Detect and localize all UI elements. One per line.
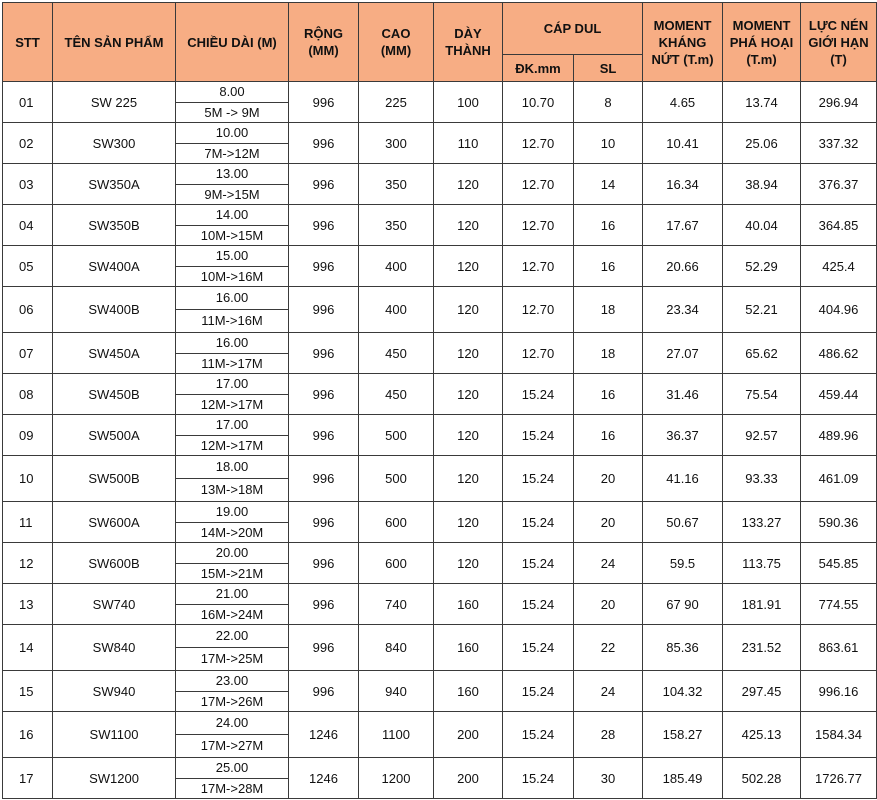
cell-failure-moment: 133.27 xyxy=(723,502,801,543)
cell-length: 15.00 xyxy=(176,246,289,267)
cell-cable-count: 20 xyxy=(574,502,643,543)
cell-limit-force: 1726.77 xyxy=(801,758,877,799)
cell-thickness: 120 xyxy=(434,456,503,502)
cell-height: 1200 xyxy=(359,758,434,799)
cell-height: 450 xyxy=(359,374,434,415)
cell-thickness: 200 xyxy=(434,712,503,758)
cell-limit-force: 364.85 xyxy=(801,205,877,246)
cell-thickness: 160 xyxy=(434,625,503,671)
table-body xyxy=(3,82,877,799)
cell-thickness: 110 xyxy=(434,123,503,164)
cell-length: 19.00 xyxy=(176,502,289,523)
cell-product-name: SW450B xyxy=(53,374,176,415)
cell-width: 996 xyxy=(289,456,359,502)
header-cable-count-label: SL xyxy=(599,60,617,76)
header-fail-line2: PHÁ HOẠI xyxy=(729,34,794,50)
cell-failure-moment: 181.91 xyxy=(723,584,801,625)
cell-cable-count: 28 xyxy=(574,712,643,758)
cell-length-range: 17M->25M xyxy=(176,648,289,671)
cell-length-range: 14M->20M xyxy=(176,523,289,543)
cell-crack-moment: 41.16 xyxy=(643,456,723,502)
table-row xyxy=(3,82,877,103)
cell-cable-count: 20 xyxy=(574,456,643,502)
cell-thickness: 100 xyxy=(434,82,503,123)
cell-cable-diameter: 15.24 xyxy=(503,671,574,712)
cell-limit-force: 404.96 xyxy=(801,287,877,333)
cell-limit-force: 774.55 xyxy=(801,584,877,625)
header-width-line2: (MM) xyxy=(308,43,339,58)
header-thickness xyxy=(434,3,503,82)
header-cable xyxy=(503,3,643,55)
cell-failure-moment: 40.04 xyxy=(723,205,801,246)
cell-crack-moment: 104.32 xyxy=(643,671,723,712)
cell-cable-diameter: 12.70 xyxy=(503,164,574,205)
cell-height: 350 xyxy=(359,205,434,246)
cell-product-name: SW600B xyxy=(53,543,176,584)
table-row xyxy=(3,333,877,354)
cell-product-name: SW350A xyxy=(53,164,176,205)
table-row xyxy=(3,415,877,436)
cell-failure-moment: 25.06 xyxy=(723,123,801,164)
cell-crack-moment: 158.27 xyxy=(643,712,723,758)
cell-height: 740 xyxy=(359,584,434,625)
cell-cable-diameter: 15.24 xyxy=(503,415,574,456)
cell-crack-moment: 50.67 xyxy=(643,502,723,543)
table-row xyxy=(3,543,877,564)
cell-failure-moment: 52.21 xyxy=(723,287,801,333)
cell-cable-diameter: 12.70 xyxy=(503,205,574,246)
cell-length: 8.00 xyxy=(176,82,289,103)
cell-height: 1100 xyxy=(359,712,434,758)
cell-width: 996 xyxy=(289,625,359,671)
cell-width: 996 xyxy=(289,82,359,123)
cell-cable-count: 22 xyxy=(574,625,643,671)
header-fail-line3: (T.m) xyxy=(746,51,777,67)
header-length-label: CHIỀU DÀI (M) xyxy=(187,34,277,50)
cell-height: 940 xyxy=(359,671,434,712)
cell-limit-force: 337.32 xyxy=(801,123,877,164)
cell-width: 996 xyxy=(289,502,359,543)
header-crack-line1: MOMENT xyxy=(653,17,712,33)
cell-failure-moment: 93.33 xyxy=(723,456,801,502)
cell-product-name: SW600A xyxy=(53,502,176,543)
cell-stt: 05 xyxy=(3,246,53,287)
cell-width: 996 xyxy=(289,205,359,246)
cell-crack-moment: 67 90 xyxy=(643,584,723,625)
cell-width: 996 xyxy=(289,584,359,625)
cell-product-name: SW740 xyxy=(53,584,176,625)
cell-cable-diameter: 15.24 xyxy=(503,625,574,671)
cell-crack-moment: 185.49 xyxy=(643,758,723,799)
cell-crack-moment: 17.67 xyxy=(643,205,723,246)
cell-stt: 08 xyxy=(3,374,53,415)
cell-thickness: 120 xyxy=(434,374,503,415)
cell-cable-count: 16 xyxy=(574,374,643,415)
header-cable-diameter-label: ĐK.mm xyxy=(515,60,561,76)
cell-width: 996 xyxy=(289,374,359,415)
cell-height: 600 xyxy=(359,502,434,543)
cell-stt: 10 xyxy=(3,456,53,502)
cell-stt: 12 xyxy=(3,543,53,584)
cell-length: 25.00 xyxy=(176,758,289,779)
cell-length: 18.00 xyxy=(176,456,289,479)
cell-limit-force: 486.62 xyxy=(801,333,877,374)
cell-thickness: 200 xyxy=(434,758,503,799)
cell-length-range: 9M->15M xyxy=(176,185,289,205)
cell-length: 24.00 xyxy=(176,712,289,735)
product-spec-table xyxy=(2,2,877,799)
cell-width: 1246 xyxy=(289,758,359,799)
cell-height: 350 xyxy=(359,164,434,205)
cell-height: 840 xyxy=(359,625,434,671)
header-failure-moment xyxy=(723,3,801,82)
cell-width: 996 xyxy=(289,671,359,712)
table-row xyxy=(3,205,877,226)
cell-cable-count: 20 xyxy=(574,584,643,625)
cell-width: 996 xyxy=(289,333,359,374)
cell-height: 300 xyxy=(359,123,434,164)
cell-failure-moment: 113.75 xyxy=(723,543,801,584)
cell-product-name: SW400B xyxy=(53,287,176,333)
cell-length: 13.00 xyxy=(176,164,289,185)
cell-height: 450 xyxy=(359,333,434,374)
cell-cable-count: 18 xyxy=(574,287,643,333)
cell-length-range: 17M->27M xyxy=(176,735,289,758)
table-row xyxy=(3,502,877,523)
cell-cable-diameter: 12.70 xyxy=(503,287,574,333)
cell-limit-force: 461.09 xyxy=(801,456,877,502)
cell-stt: 16 xyxy=(3,712,53,758)
cell-cable-count: 30 xyxy=(574,758,643,799)
cell-failure-moment: 231.52 xyxy=(723,625,801,671)
cell-cable-diameter: 15.24 xyxy=(503,502,574,543)
cell-failure-moment: 92.57 xyxy=(723,415,801,456)
cell-cable-diameter: 15.24 xyxy=(503,456,574,502)
cell-failure-moment: 52.29 xyxy=(723,246,801,287)
header-crack-line3: NỨT (T.m) xyxy=(651,51,714,67)
cell-width: 996 xyxy=(289,415,359,456)
cell-product-name: SW840 xyxy=(53,625,176,671)
cell-failure-moment: 425.13 xyxy=(723,712,801,758)
cell-product-name: SW350B xyxy=(53,205,176,246)
cell-limit-force: 863.61 xyxy=(801,625,877,671)
cell-failure-moment: 297.45 xyxy=(723,671,801,712)
cell-crack-moment: 23.34 xyxy=(643,287,723,333)
cell-product-name: SW940 xyxy=(53,671,176,712)
cell-product-name: SW 225 xyxy=(53,82,176,123)
cell-cable-diameter: 10.70 xyxy=(503,82,574,123)
cell-cable-diameter: 15.24 xyxy=(503,584,574,625)
cell-limit-force: 376.37 xyxy=(801,164,877,205)
cell-stt: 11 xyxy=(3,502,53,543)
cell-cable-count: 24 xyxy=(574,543,643,584)
cell-length-range: 15M->21M xyxy=(176,564,289,584)
cell-stt: 17 xyxy=(3,758,53,799)
cell-failure-moment: 502.28 xyxy=(723,758,801,799)
cell-length: 16.00 xyxy=(176,287,289,310)
cell-thickness: 120 xyxy=(434,205,503,246)
cell-failure-moment: 75.54 xyxy=(723,374,801,415)
table-header xyxy=(3,3,877,82)
header-length xyxy=(176,3,289,82)
cell-product-name: SW1200 xyxy=(53,758,176,799)
table-row xyxy=(3,712,877,735)
cell-crack-moment: 85.36 xyxy=(643,625,723,671)
cell-length-range: 13M->18M xyxy=(176,479,289,502)
cell-cable-diameter: 15.24 xyxy=(503,374,574,415)
header-product xyxy=(53,3,176,82)
cell-crack-moment: 10.41 xyxy=(643,123,723,164)
cell-length: 14.00 xyxy=(176,205,289,226)
header-height xyxy=(359,3,434,82)
cell-product-name: SW400A xyxy=(53,246,176,287)
cell-stt: 06 xyxy=(3,287,53,333)
cell-length: 22.00 xyxy=(176,625,289,648)
header-stt-label: STT xyxy=(15,34,40,50)
table-row xyxy=(3,164,877,185)
cell-cable-diameter: 12.70 xyxy=(503,123,574,164)
cell-failure-moment: 13.74 xyxy=(723,82,801,123)
cell-height: 500 xyxy=(359,456,434,502)
cell-length-range: 10M->16M xyxy=(176,267,289,287)
cell-length: 10.00 xyxy=(176,123,289,144)
table-row xyxy=(3,671,877,692)
cell-crack-moment: 16.34 xyxy=(643,164,723,205)
header-cable-label: CÁP DUL xyxy=(543,21,602,36)
cell-limit-force: 489.96 xyxy=(801,415,877,456)
cell-cable-count: 18 xyxy=(574,333,643,374)
header-limit-line2: GIỚI HẠN xyxy=(808,34,869,50)
cell-length: 21.00 xyxy=(176,584,289,605)
cell-thickness: 160 xyxy=(434,584,503,625)
header-thickness-line2: THÀNH xyxy=(445,43,491,58)
cell-cable-diameter: 15.24 xyxy=(503,712,574,758)
cell-product-name: SW450A xyxy=(53,333,176,374)
cell-cable-count: 16 xyxy=(574,246,643,287)
cell-stt: 02 xyxy=(3,123,53,164)
cell-stt: 15 xyxy=(3,671,53,712)
cell-length-range: 5M -> 9M xyxy=(176,103,289,123)
cell-height: 400 xyxy=(359,246,434,287)
header-height-line1: CAO xyxy=(381,26,411,41)
cell-length-range: 7M->12M xyxy=(176,144,289,164)
cell-crack-moment: 31.46 xyxy=(643,374,723,415)
cell-limit-force: 1584.34 xyxy=(801,712,877,758)
cell-length-range: 17M->26M xyxy=(176,692,289,712)
header-height-line2: (MM) xyxy=(380,43,412,58)
cell-length: 17.00 xyxy=(176,415,289,436)
cell-stt: 09 xyxy=(3,415,53,456)
cell-length-range: 17M->28M xyxy=(176,779,289,799)
cell-failure-moment: 38.94 xyxy=(723,164,801,205)
cell-stt: 07 xyxy=(3,333,53,374)
cell-thickness: 120 xyxy=(434,164,503,205)
cell-stt: 14 xyxy=(3,625,53,671)
cell-crack-moment: 59.5 xyxy=(643,543,723,584)
cell-failure-moment: 65.62 xyxy=(723,333,801,374)
cell-length-range: 12M->17M xyxy=(176,436,289,456)
cell-width: 996 xyxy=(289,287,359,333)
cell-thickness: 120 xyxy=(434,246,503,287)
table-row xyxy=(3,246,877,267)
table-row xyxy=(3,374,877,395)
cell-cable-count: 24 xyxy=(574,671,643,712)
table-row xyxy=(3,123,877,144)
cell-thickness: 120 xyxy=(434,543,503,584)
cell-length-range: 11M->17M xyxy=(176,354,289,374)
cell-crack-moment: 4.65 xyxy=(643,82,723,123)
cell-crack-moment: 36.37 xyxy=(643,415,723,456)
cell-length-range: 16M->24M xyxy=(176,605,289,625)
table-row xyxy=(3,456,877,479)
cell-cable-diameter: 15.24 xyxy=(503,758,574,799)
cell-stt: 03 xyxy=(3,164,53,205)
cell-stt: 13 xyxy=(3,584,53,625)
cell-thickness: 120 xyxy=(434,333,503,374)
cell-length-range: 11M->16M xyxy=(176,310,289,333)
header-fail-line1: MOMENT xyxy=(732,17,791,33)
header-limit-force xyxy=(801,3,877,82)
cell-crack-moment: 20.66 xyxy=(643,246,723,287)
cell-limit-force: 296.94 xyxy=(801,82,877,123)
cell-limit-force: 425.4 xyxy=(801,246,877,287)
cell-length-range: 10M->15M xyxy=(176,226,289,246)
cell-thickness: 160 xyxy=(434,671,503,712)
header-stt xyxy=(3,3,53,82)
cell-product-name: SW500A xyxy=(53,415,176,456)
table-row xyxy=(3,625,877,648)
cell-cable-diameter: 12.70 xyxy=(503,246,574,287)
cell-cable-count: 14 xyxy=(574,164,643,205)
cell-length-range: 12M->17M xyxy=(176,395,289,415)
cell-height: 600 xyxy=(359,543,434,584)
cell-stt: 04 xyxy=(3,205,53,246)
cell-width: 996 xyxy=(289,246,359,287)
header-limit-line1: LỰC NÉN xyxy=(808,17,869,33)
cell-height: 500 xyxy=(359,415,434,456)
cell-limit-force: 996.16 xyxy=(801,671,877,712)
cell-length: 16.00 xyxy=(176,333,289,354)
cell-thickness: 120 xyxy=(434,415,503,456)
cell-thickness: 120 xyxy=(434,287,503,333)
cell-length: 17.00 xyxy=(176,374,289,395)
header-cable-diameter xyxy=(503,55,574,82)
cell-height: 225 xyxy=(359,82,434,123)
header-crack-line2: KHÁNG xyxy=(658,34,707,50)
table-row xyxy=(3,758,877,779)
cell-cable-count: 16 xyxy=(574,205,643,246)
cell-product-name: SW1100 xyxy=(53,712,176,758)
header-cable-count xyxy=(574,55,643,82)
header-thickness-line1: DÀY xyxy=(454,26,482,41)
cell-limit-force: 545.85 xyxy=(801,543,877,584)
cell-limit-force: 459.44 xyxy=(801,374,877,415)
cell-width: 1246 xyxy=(289,712,359,758)
cell-width: 996 xyxy=(289,123,359,164)
cell-length: 20.00 xyxy=(176,543,289,564)
cell-product-name: SW500B xyxy=(53,456,176,502)
cell-width: 996 xyxy=(289,164,359,205)
header-width xyxy=(289,3,359,82)
header-product-label: TÊN SẢN PHẨM xyxy=(64,34,164,50)
cell-cable-count: 10 xyxy=(574,123,643,164)
table-row xyxy=(3,287,877,310)
cell-limit-force: 590.36 xyxy=(801,502,877,543)
cell-cable-diameter: 12.70 xyxy=(503,333,574,374)
header-crack-moment xyxy=(643,3,723,82)
cell-thickness: 120 xyxy=(434,502,503,543)
cell-width: 996 xyxy=(289,543,359,584)
cell-height: 400 xyxy=(359,287,434,333)
header-width-line1: RỘNG xyxy=(304,26,343,41)
cell-length: 23.00 xyxy=(176,671,289,692)
cell-product-name: SW300 xyxy=(53,123,176,164)
cell-cable-count: 16 xyxy=(574,415,643,456)
cell-cable-diameter: 15.24 xyxy=(503,543,574,584)
header-limit-line3: (T) xyxy=(830,51,847,67)
cell-stt: 01 xyxy=(3,82,53,123)
table-row xyxy=(3,584,877,605)
cell-cable-count: 8 xyxy=(574,82,643,123)
cell-crack-moment: 27.07 xyxy=(643,333,723,374)
